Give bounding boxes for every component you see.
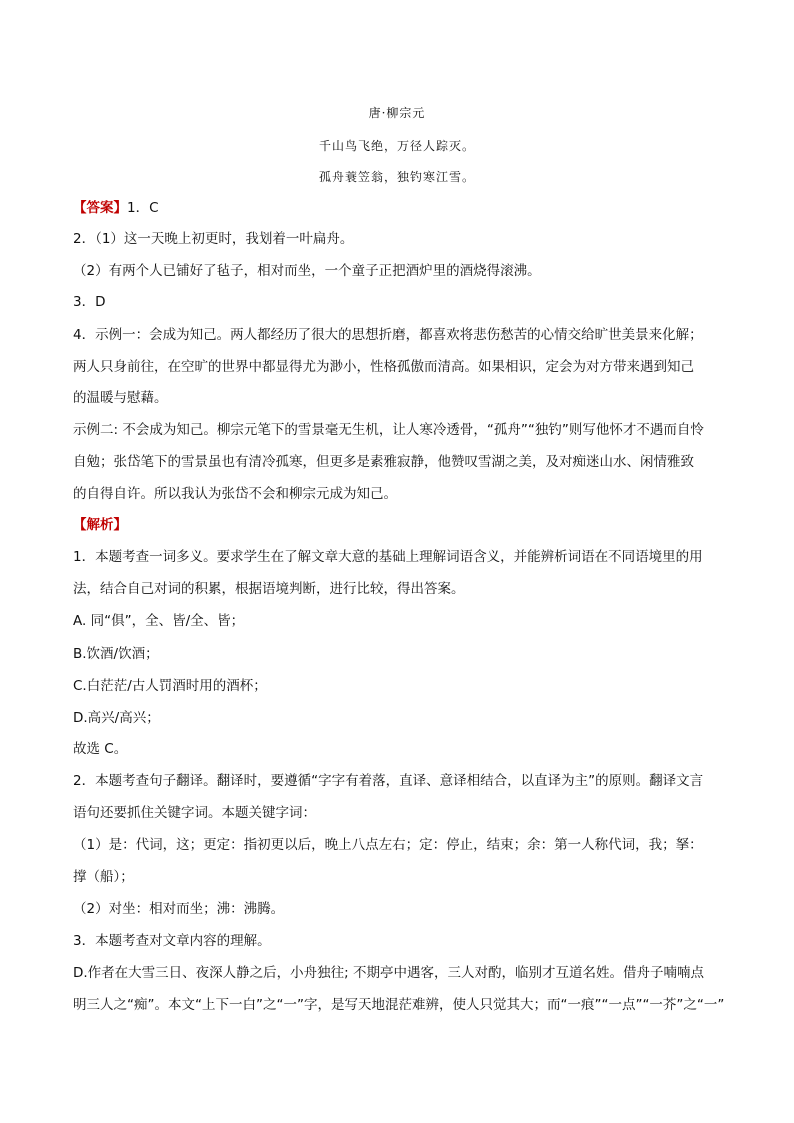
answer-label: 【答案】 (73, 200, 127, 216)
answer-q4-line4: 示例二: 不会成为知己。柳宗元笔下的雪景毫无生机，让人寒冷透骨，“孤舟”“独钓”则写他怀才不遇而自怜 (73, 422, 704, 438)
analysis-1-line1: 1．本题考查一词多义。要求学生在了解文章大意的基础上理解词语含义，并能辨析词语在不同语境里的用 (73, 549, 703, 565)
analysis-2-line2: 语句还要抓住关键字词。本题关键字词： (73, 805, 316, 821)
answer-q4-line2: 两人只身前往，在空旷的世界中都显得尤为渺小，性格孤傲而清高。如果相识，定会为对方带来遇到知己 (73, 359, 694, 375)
analysis-1-line2: 法，结合自己对词的积累，根据语境判断，进行比较，得出答案。 (73, 581, 465, 597)
poem-line-2: 孤舟蓑笠翁，独钓寒江雪。 (318, 170, 475, 184)
analysis-2-line5: （2）对坐：相对而坐；沸：沸腾。 (73, 901, 285, 917)
analysis-2-line1: 2．本题考查句子翻译。翻译时，要遵循“字字有着落，直译、意译相结合，以直译为主”的原则。翻译文言 (73, 773, 704, 789)
analysis-3-line2: D.作者在大雪三日、夜深人静之后，小舟独往; 不期亭中遇客，三人对酌，临别才互道名姓。借舟子喃喃点 (73, 965, 705, 981)
analysis-2-line4: 撑（船）； (73, 869, 134, 885)
analysis-label: 【解析】 (73, 517, 127, 533)
analysis-1-option-d: D.高兴/高兴； (73, 710, 160, 726)
answer-q2-part2: （2）有两个人已铺好了毡子，相对而坐，一个童子正把酒炉里的酒烧得滚沸。 (73, 263, 541, 279)
analysis-2-line3: （1）是：代词，这；更定：指初更以后，晚上八点左右；定：停止，结束；余：第一人称代词，我；拏： (73, 837, 703, 853)
analysis-1-option-a: A. 同“俱”，全、皆/全、皆； (73, 613, 245, 629)
answer-q3: 3．D (73, 294, 106, 310)
answer-q4-line3: 的温暖与慰藉。 (73, 390, 168, 406)
answer-q4-line1: 4．示例一：会成为知己。两人都经历了很大的思想折磨，都喜欢将悲伤愁苦的心情交给旷世美景来化解； (73, 327, 703, 343)
answer-section (73, 199, 754, 217)
poem-line-1: 千山鸟飞绝，万径人踪灭。 (318, 139, 475, 153)
answer-q2-part1: 2．（1）这一天晚上初更时，我划着一叶扁舟。 (73, 231, 354, 247)
analysis-3-line1: 3．本题考查对文章内容的理解。 (73, 933, 271, 949)
poem-author: 唐·柳宗元 (368, 106, 426, 120)
analysis-1-option-c: C.白茫茫/古人罚酒时用的酒杯； (73, 678, 267, 694)
analysis-3-line3: 明三人之“痴”。本文“上下一白”之“一”字，是写天地混茫难辨，使人只觉其大；而“一痕”“一点”“一芥”之“一” (73, 997, 725, 1013)
analysis-1-conclusion: 故选 C。 (73, 741, 128, 757)
answer-q4-line5: 自勉；张岱笔下的雪景虽也有清冷孤寒，但更多是素雅寂静，他赞叹雪湖之美，及对痴迷山水、闲情雅致 (73, 454, 694, 470)
answer-q4-line6: 的自得自许。所以我认为张岱不会和柳宗元成为知己。 (73, 486, 397, 502)
analysis-1-option-b: B.饮酒/饮酒； (73, 646, 159, 662)
answer-q1: 1．C (127, 200, 159, 216)
